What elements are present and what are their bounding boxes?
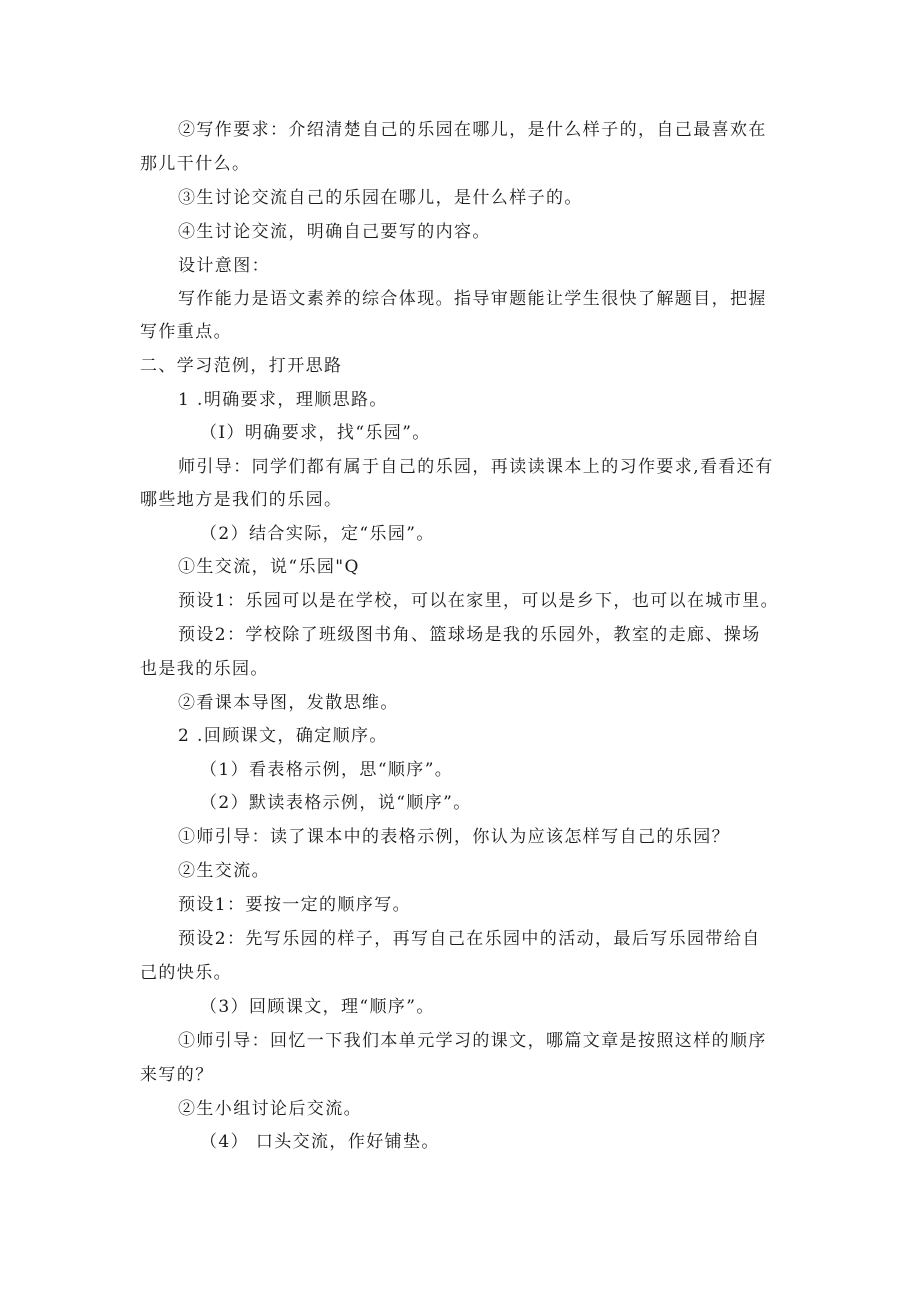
step-heading: （4） 口头交流，作好铺垫。 <box>200 1132 440 1152</box>
step-heading: （2）结合实际，定“乐园”。 <box>200 524 435 544</box>
text-line: 预设1：乐园可以是在学校，可以在家里，可以是乡下，也可以在城市里。 <box>178 591 780 611</box>
step-heading: （1）看表格示例，思“顺序”。 <box>200 760 454 780</box>
text-line: 写作能力是语文素养的综合体现。指导审题能让学生很快了解题目，把握 <box>178 289 767 309</box>
step-heading: （3）回顾课文，理“顺序”。 <box>200 997 435 1017</box>
text-line: ②生交流。 <box>178 861 270 881</box>
section-heading: 二、学习范例，打开思路 <box>140 356 343 376</box>
text-line: 写作重点。 <box>140 322 232 342</box>
text-line: ②看课本导图，发散思维。 <box>178 693 399 713</box>
subsection-heading: 1 .明确要求，理顺思路。 <box>178 390 388 410</box>
section-label: 设计意图： <box>178 256 270 276</box>
text-line: ③生讨论交流自己的乐园在哪儿，是什么样子的。 <box>178 188 583 208</box>
text-line: 哪些地方是我们的乐园。 <box>140 490 343 510</box>
text-line: ①师引导：读了课本中的表格示例，你认为应该怎样写自己的乐园？ <box>178 827 730 847</box>
subsection-heading: 2 .回顾课文，确定顺序。 <box>178 726 388 746</box>
text-line: ①生交流，说“乐园"Q <box>178 557 360 577</box>
text-line: 预设2：先写乐园的样子，再写自己在乐园中的活动，最后写乐园带给自 <box>178 929 761 949</box>
text-line: ②写作要求：介绍清楚自己的乐园在哪儿，是什么样子的，自己最喜欢在 <box>178 120 767 140</box>
text-line: 预设2：学校除了班级图书角、篮球场是我的乐园外，教室的走廊、操场 <box>178 625 761 645</box>
text-line: 师引导：同学们都有属于自己的乐园，再读读课本上的习作要求,看看还有 <box>178 457 774 477</box>
text-line: 也是我的乐园。 <box>140 659 269 679</box>
text-line: ①师引导：回忆一下我们本单元学习的课文，哪篇文章是按照这样的顺序 <box>178 1031 767 1051</box>
text-line: ④生讨论交流，明确自己要写的内容。 <box>178 222 491 242</box>
text-line: 那儿干什么。 <box>140 154 251 174</box>
step-heading: （2）默读表格示例，说“顺序”。 <box>200 793 472 813</box>
text-line: 来写的？ <box>140 1065 214 1085</box>
text-line: 己的快乐。 <box>140 963 232 983</box>
step-heading: （I）明确要求，找“乐园”。 <box>200 423 431 443</box>
text-line: ②生小组讨论后交流。 <box>178 1099 362 1119</box>
text-line: 预设1：要按一定的顺序写。 <box>178 895 412 915</box>
